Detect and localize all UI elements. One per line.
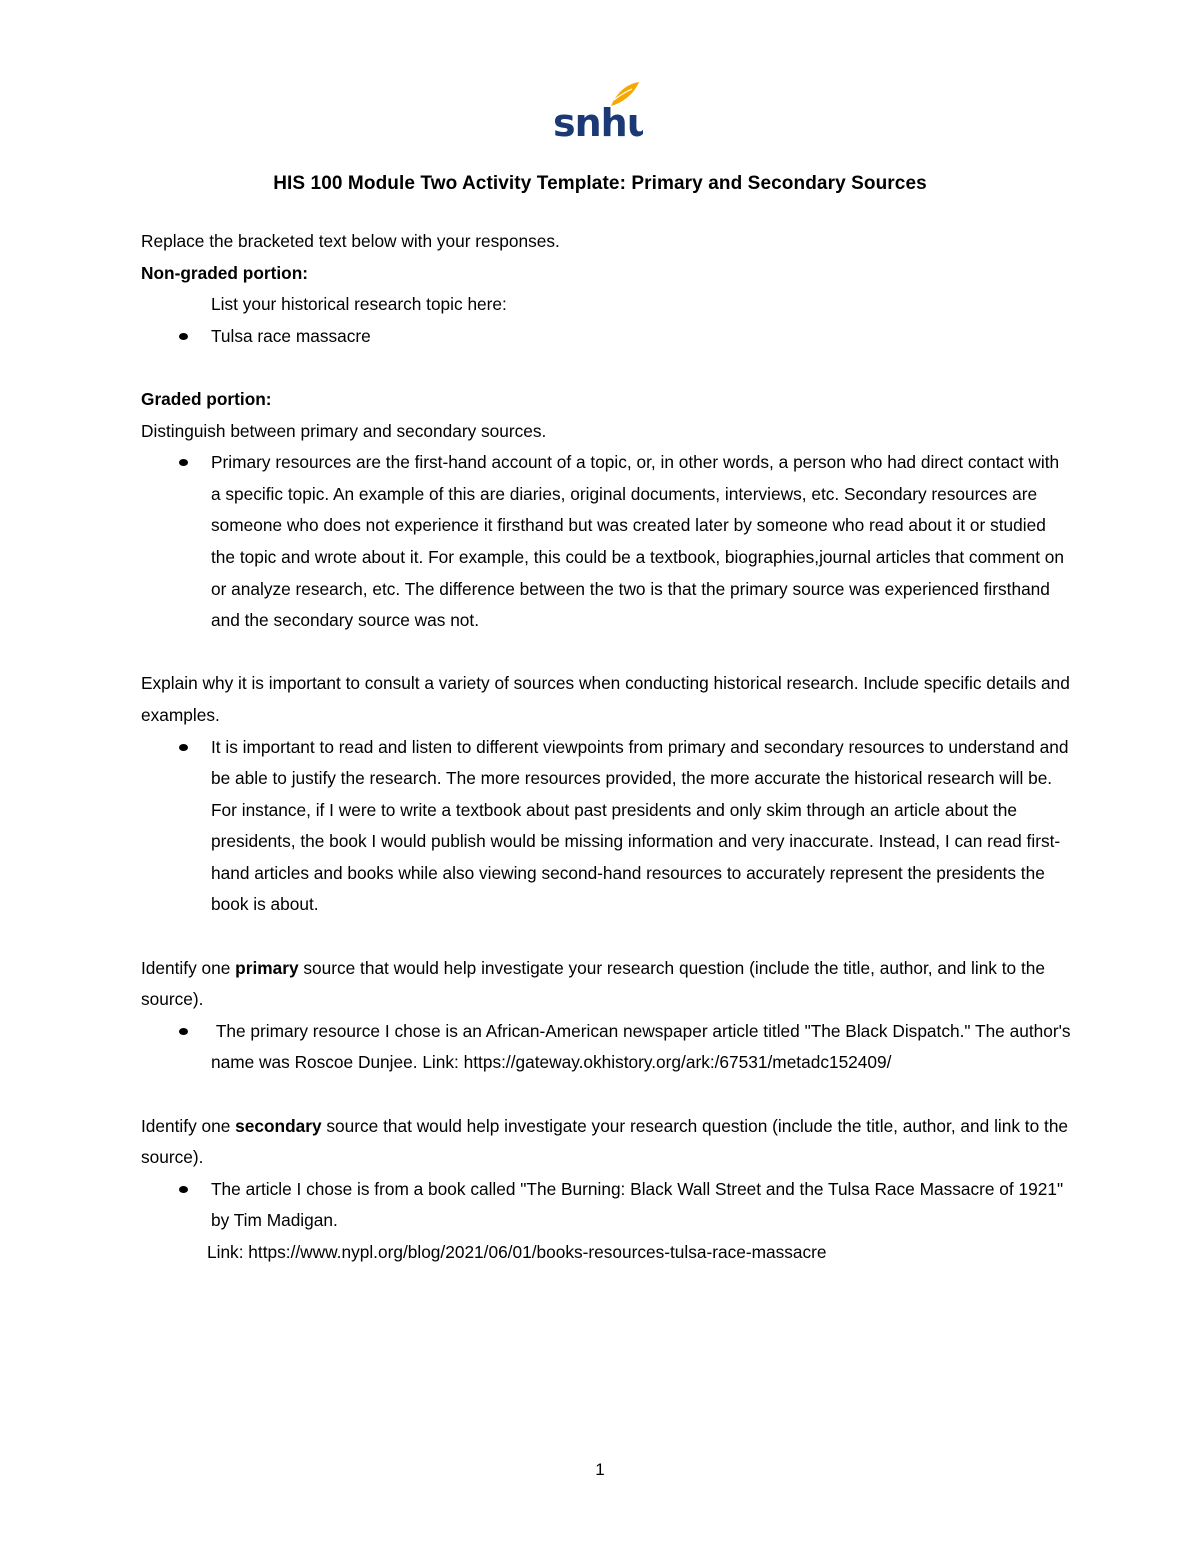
logo-wordmark: snhu (553, 101, 643, 142)
bullet-icon (179, 744, 188, 751)
document-title: HIS 100 Module Two Activity Template: Primary and Secondary Sources (273, 173, 927, 194)
non-graded-heading: Non-graded portion: (141, 262, 309, 283)
q4-link: Link: https://www.nypl.org/blog/2021/06/01/books-resources-tulsa-race-massacre (207, 1242, 827, 1262)
spacer (141, 1079, 1071, 1111)
q1-answer-item (141, 447, 1071, 637)
bullet-icon (179, 333, 188, 340)
q4-answer: The article I chose is from a book called "The Burning: Black Wall Street and the Tulsa Race Massacre of 1921" by Tim Madigan. (211, 1178, 1064, 1231)
q4-answer-item (141, 1174, 1071, 1237)
q3-answer-item (141, 1016, 1076, 1079)
q4-prompt-start: Identify one (141, 1115, 236, 1136)
bullet-icon (179, 1186, 188, 1193)
q3-prompt-start: Identify one (141, 957, 236, 978)
document-body (141, 226, 1076, 1269)
spacer (141, 921, 1071, 953)
page-number: 1 (595, 1460, 605, 1479)
snhu-logo-graphic (553, 80, 643, 142)
spacer (141, 352, 1071, 384)
topic-answer: Tulsa race massacre (211, 325, 371, 346)
q1-answer: Primary resources are the first-hand account of a topic, or, in other words, a person who had direct contact with a specific topic. An example of this are diaries, original documents, interviews, etc. Secondary resources are someone who does not experience it firsthand but was created later by someone who read about it or studied the topic and wrote about it. For example, this could be a textbook, biographies,journal articles that comment on or analyze research, etc. The difference between the two is that the primary source was experienced firsthand and the secondary source was not. (211, 452, 1065, 631)
q4-prompt-end: source that would help investigate your research question (include the title, author, and link to the source). (141, 1115, 1069, 1168)
topic-answer-item (141, 321, 1071, 353)
bullet-icon (179, 1028, 188, 1035)
q3-answer: The primary resource I chose is an African-American newspaper article titled "The Black Dispatch." The author's name was Roscoe Dunjee. Link: https://gateway.okhistory.org/ark:/67531/metadc152409/ (211, 1020, 1076, 1073)
graded-heading: Graded portion: (141, 388, 272, 409)
q3-prompt-end: source that would help investigate your research question (include the title, author, and link to the source). (141, 957, 1045, 1010)
topic-prompt: List your historical research topic here: (211, 294, 507, 315)
bullet-icon (179, 459, 188, 466)
q2-answer-item (141, 732, 1071, 922)
q4-prompt (141, 1111, 1071, 1174)
spacer (141, 637, 1071, 669)
q2-answer: It is important to read and listen to different viewpoints from primary and secondary resources to understand and be able to justify the research. The more resources provided, the more accurate the historical research will be. For instance, if I were to write a textbook about past presidents and only skim through an article about the presidents, the book I would publish would be missing information and very inaccurate. Instead, I can read first-hand articles and books while also viewing second-hand resources to accurately represent the presidents the book is about. (211, 736, 1069, 915)
q2-prompt: Explain why it is important to consult a variety of sources when conducting historical research. Include specific details and examples. (141, 673, 1070, 725)
snhu-logo (553, 80, 643, 142)
instructions-text: Replace the bracketed text below with your responses. (141, 231, 560, 251)
q3-prompt-emphasis: primary (235, 957, 299, 978)
q4-prompt-emphasis: secondary (235, 1115, 322, 1136)
q3-prompt (141, 953, 1071, 1016)
q1-prompt: Distinguish between primary and secondary sources. (141, 420, 547, 441)
